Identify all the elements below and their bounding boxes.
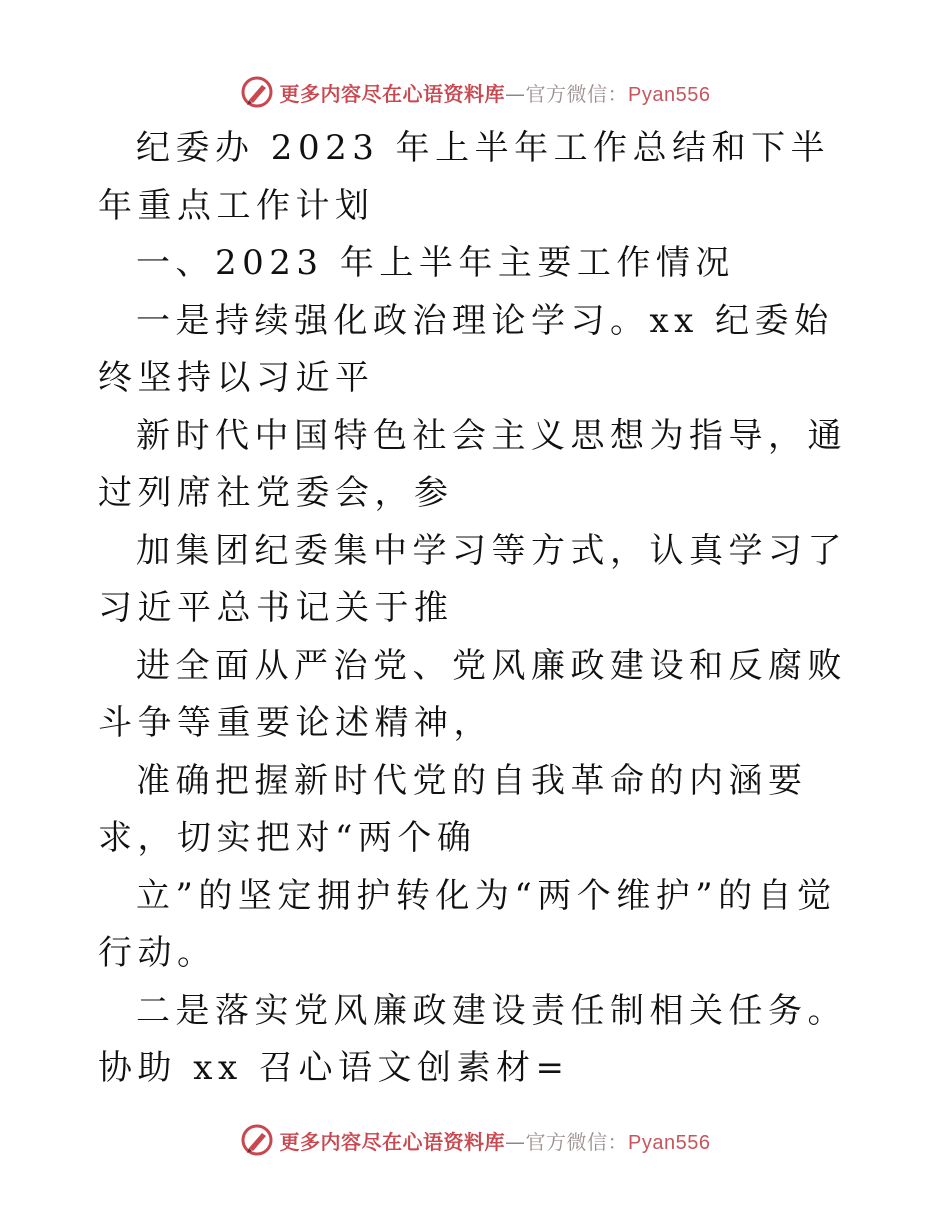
paragraph: 加集团纪委集中学习等方式，认真学习了习近平总书记关于推 bbox=[98, 530, 847, 628]
footer-watermark bbox=[0, 1120, 950, 1160]
watermark-separator: — bbox=[505, 81, 526, 106]
paragraph: 一是持续强化政治理论学习。xx 纪委始终坚持以习近平 bbox=[98, 300, 834, 398]
paragraph: 二是落实党风廉政建设责任制相关任务。协助 xx 召心语文创素材= bbox=[98, 990, 847, 1088]
watermark-main: 更多内容尽在心语资料库 bbox=[279, 81, 506, 106]
watermark-text bbox=[280, 1126, 711, 1155]
document-body bbox=[98, 120, 858, 1098]
pen-logo-icon bbox=[240, 75, 274, 109]
watermark-main: 更多内容尽在心语资料库 bbox=[279, 1129, 506, 1154]
paragraph: 新时代中国特色社会主义思想为指导，通过列席社党委会，参 bbox=[98, 415, 847, 513]
watermark-wechat-label: 官方微信： bbox=[525, 81, 629, 106]
header-watermark bbox=[0, 72, 950, 112]
paragraph: 进全面从严治党、党风廉政建设和反腐败斗争等重要论述精神， bbox=[98, 645, 847, 743]
section-heading: 一、2023 年上半年主要工作情况 bbox=[136, 243, 735, 283]
paragraph: 准确把握新时代党的自我革命的内涵要求，切实把对“两个确 bbox=[98, 760, 808, 858]
pen-logo-icon bbox=[240, 1123, 274, 1157]
paragraph: 立”的坚定拥护转化为“两个维护”的自觉行动。 bbox=[98, 875, 837, 973]
watermark-wechat-id: Pyan556 bbox=[628, 1131, 711, 1154]
watermark-text bbox=[280, 78, 711, 107]
watermark-separator: — bbox=[505, 1129, 526, 1154]
watermark-wechat-label: 官方微信： bbox=[525, 1129, 629, 1154]
watermark-wechat-id: Pyan556 bbox=[628, 83, 711, 106]
document-title: 纪委办 2023 年上半年工作总结和下半年重点工作计划 bbox=[98, 128, 831, 226]
